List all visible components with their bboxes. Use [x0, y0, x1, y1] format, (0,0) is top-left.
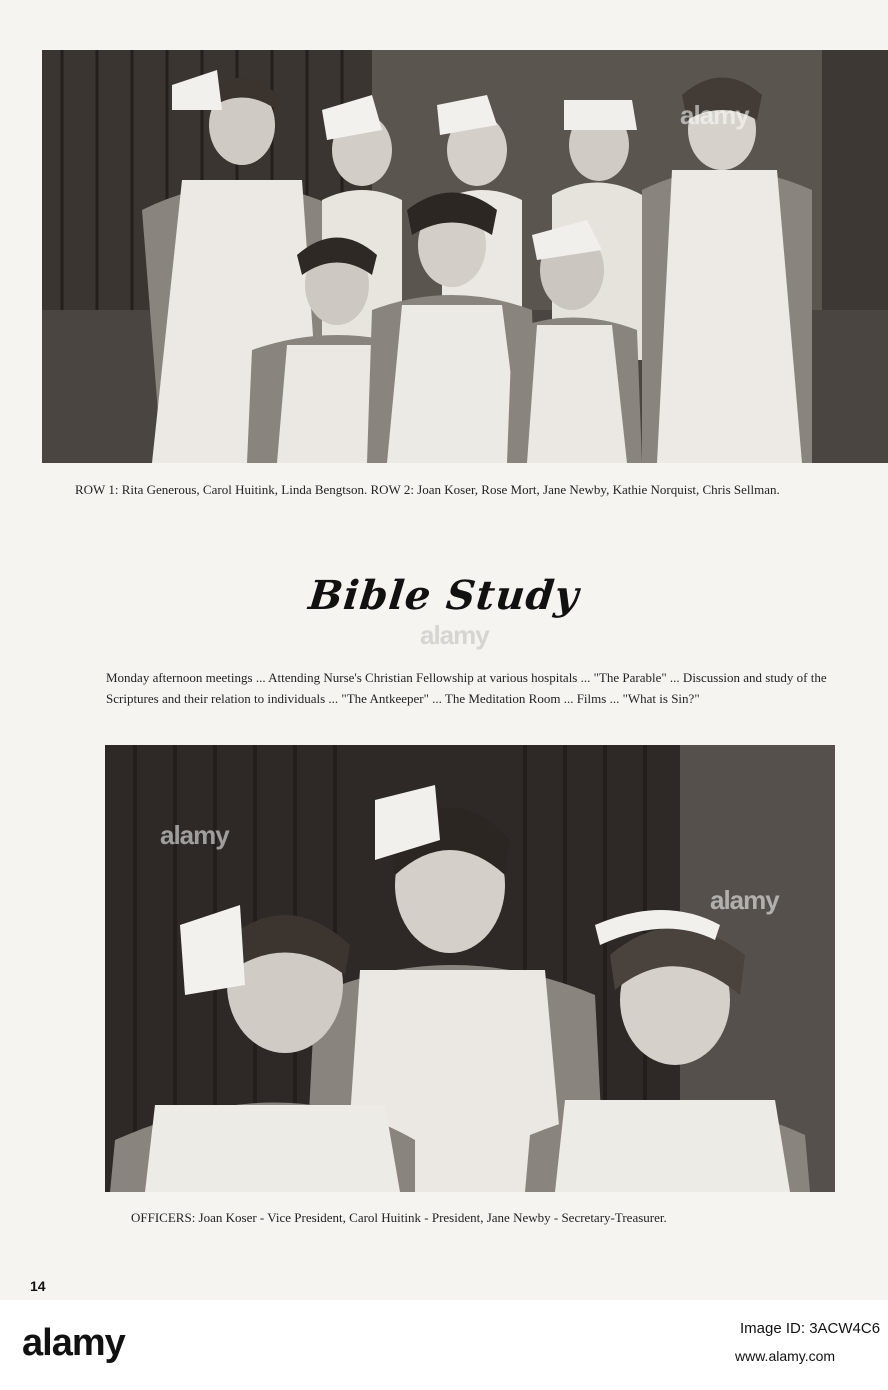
- watermark: alamy: [710, 885, 779, 915]
- footer-image-id: Image ID: 3ACW4C6: [740, 1320, 881, 1337]
- club-summary: Monday afternoon meetings ... Attending Nurse's Christian Fellowship at various hospitals ... "The Parable" ... Discussion and study of the Scriptures and their relation to individuals ... "The Antkeeper" ... The Meditation Room ... Films ... "What is Sin?": [106, 670, 827, 706]
- officers-caption: OFFICERS: Joan Koser - Vice President, Carol Huitink - President, Jane Newby - Secretary-Treasurer.: [131, 1210, 667, 1225]
- page-title: Bible Study: [306, 572, 582, 619]
- page-number: 14: [30, 1278, 46, 1294]
- officers-photo-art: [105, 745, 835, 1192]
- watermark: alamy: [680, 100, 749, 130]
- watermark: alamy: [420, 620, 489, 650]
- group-photo: [42, 50, 888, 463]
- group-photo-art: [42, 50, 888, 463]
- footer-site: www.alamy.com: [735, 1348, 836, 1364]
- officers-photo: [105, 745, 835, 1192]
- watermark: alamy: [160, 820, 229, 850]
- stock-footer: [0, 1300, 888, 1390]
- footer-logo: alamy: [22, 1322, 125, 1364]
- group-photo-caption: ROW 1: Rita Generous, Carol Huitink, Linda Bengtson. ROW 2: Joan Koser, Rose Mort, Jane Newby, Kathie Norquist, Chris Sellman.: [75, 482, 780, 497]
